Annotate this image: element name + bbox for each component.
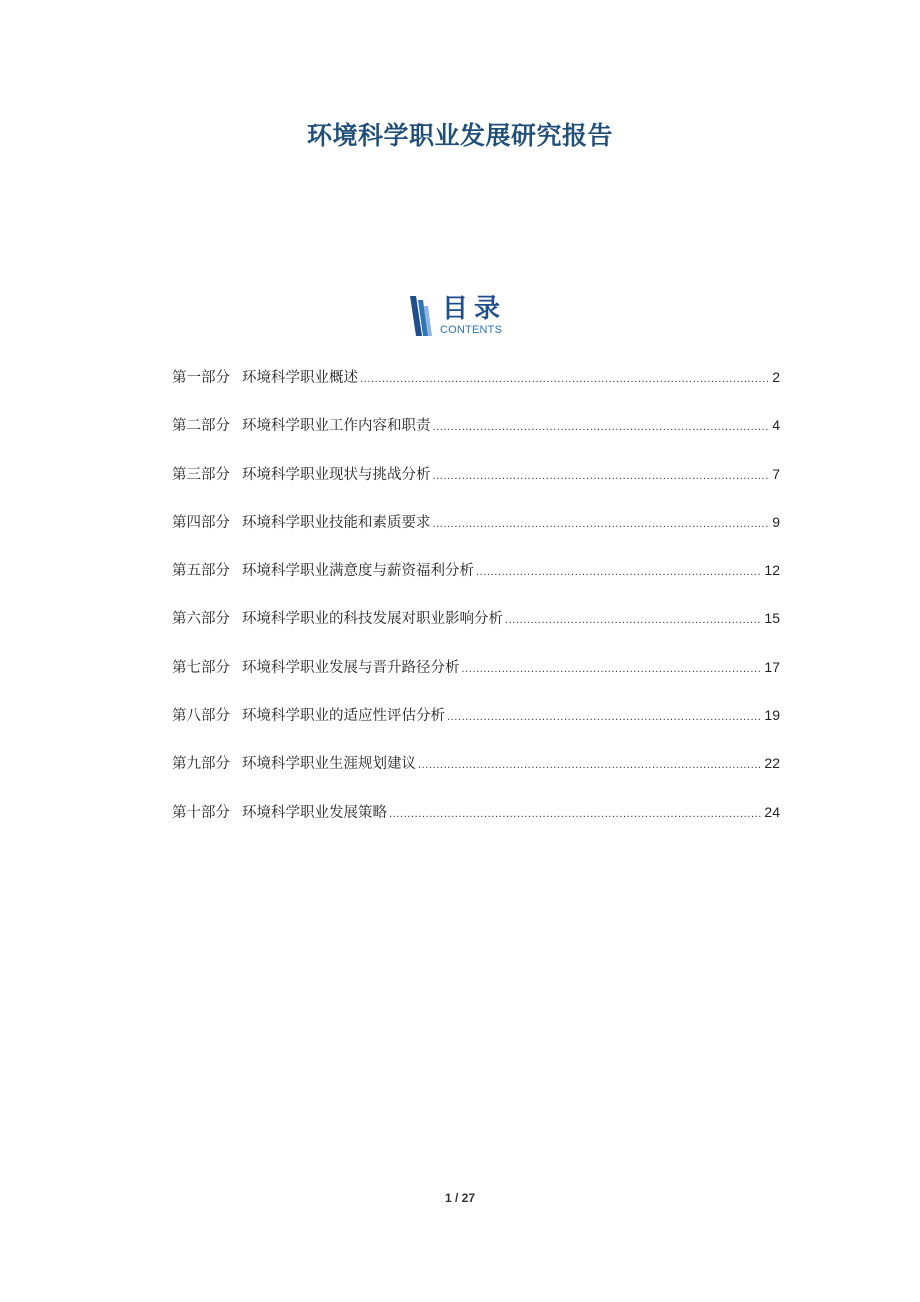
toc-entry-page: 2	[772, 369, 780, 385]
toc-entry-title: 环境科学职业发展与晋升路径分析	[242, 659, 460, 676]
toc-entry-page: 24	[764, 803, 780, 820]
toc-dot-leader	[505, 609, 762, 631]
toc-entry-page: 22	[764, 755, 780, 772]
toc-entry-title: 环境科学职业工作内容和职责	[242, 418, 431, 435]
toc-entry-title: 环境科学职业的科技发展对职业影响分析	[242, 611, 503, 628]
toc-entry-part: 第四部分	[172, 514, 230, 531]
toc-entry-page: 15	[764, 610, 780, 627]
toc-dot-leader	[418, 754, 762, 776]
toc-entry-title: 环境科学职业现状与挑战分析	[242, 466, 431, 483]
toc-entry-page: 12	[764, 562, 780, 579]
toc-heading-subtitle: CONTENTS	[440, 324, 503, 336]
toc-dot-leader	[389, 803, 762, 825]
toc-entry-title: 环境科学职业满意度与薪资福利分析	[242, 563, 474, 580]
toc-entry[interactable]	[172, 704, 780, 752]
toc-heading-title: 目录	[442, 294, 507, 324]
toc-entry-title: 环境科学职业技能和素质要求	[242, 514, 431, 531]
toc-heading	[408, 294, 528, 340]
toc-entry-part: 第八部分	[172, 708, 230, 725]
toc-entry-part: 第一部分	[172, 370, 230, 386]
toc-dot-leader	[433, 416, 771, 438]
toc-entry-title: 环境科学职业概述	[242, 370, 358, 386]
toc-entry-page: 17	[764, 658, 780, 675]
toc-entry-part: 第五部分	[172, 563, 230, 580]
toc-entry-page: 19	[764, 707, 780, 724]
toc-entry[interactable]	[172, 463, 780, 511]
toc-entry-part: 第十部分	[172, 804, 230, 821]
toc-dot-leader	[462, 658, 763, 680]
toc-entry[interactable]	[172, 511, 780, 559]
toc-entry-part: 第三部分	[172, 466, 230, 483]
toc-dot-leader	[360, 368, 770, 390]
contents-logo-icon	[408, 296, 432, 336]
toc-entry-part: 第七部分	[172, 659, 230, 676]
toc-entry-page: 4	[772, 417, 780, 434]
table-of-contents	[172, 366, 780, 849]
page-number: 1 / 27	[444, 1191, 476, 1205]
toc-entry-part: 第六部分	[172, 611, 230, 628]
toc-entry-part: 第九部分	[172, 756, 230, 773]
toc-entry-part: 第二部分	[172, 418, 230, 435]
toc-entry[interactable]	[172, 752, 780, 800]
toc-entry-title: 环境科学职业发展策略	[242, 804, 387, 821]
toc-entry-title: 环境科学职业生涯规划建议	[242, 756, 416, 773]
toc-entry[interactable]	[172, 607, 780, 655]
document-title: 环境科学职业发展研究报告	[306, 121, 613, 150]
toc-dot-leader	[433, 513, 771, 535]
toc-entry[interactable]	[172, 801, 780, 849]
toc-entry-page: 9	[772, 513, 780, 530]
toc-entry[interactable]	[172, 656, 780, 704]
toc-dot-leader	[447, 706, 762, 728]
toc-dot-leader	[476, 561, 762, 583]
toc-entry[interactable]	[172, 414, 780, 462]
toc-entry[interactable]	[172, 559, 780, 607]
toc-entry-title: 环境科学职业的适应性评估分析	[242, 708, 445, 725]
toc-entry-page: 7	[772, 465, 780, 482]
toc-dot-leader	[433, 465, 771, 487]
toc-entry[interactable]	[172, 366, 780, 414]
